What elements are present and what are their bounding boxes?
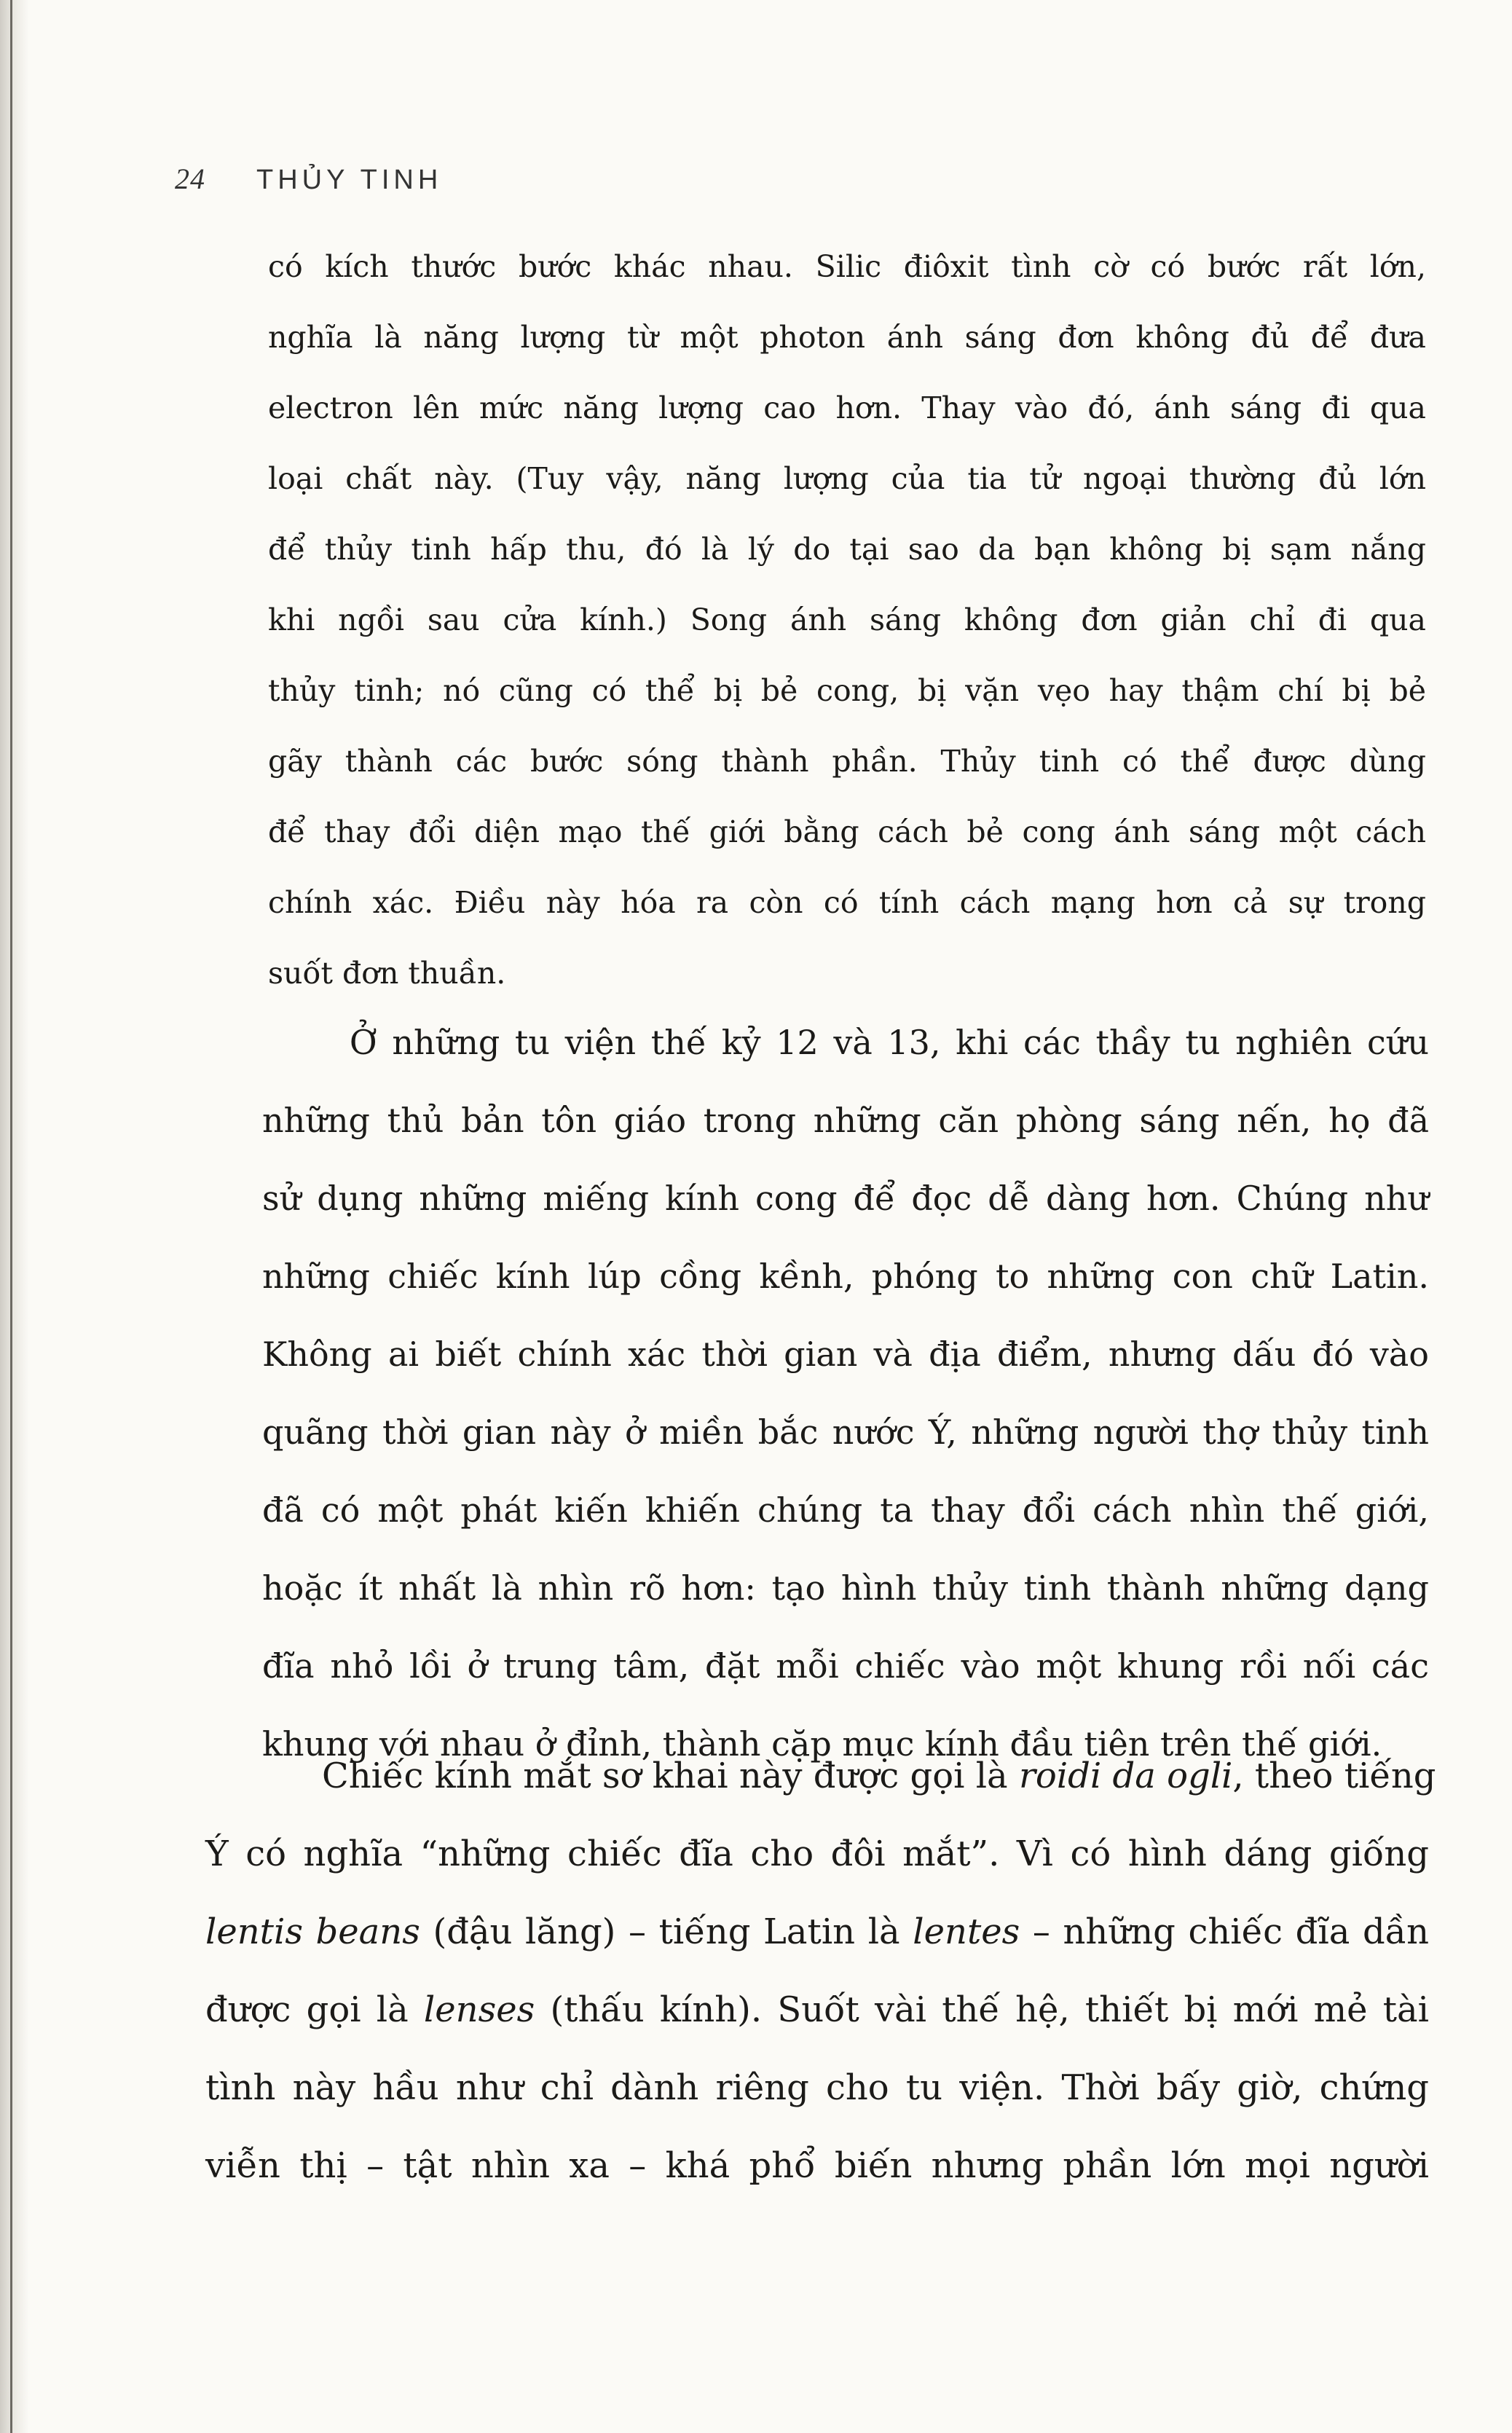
page-gutter-shadow xyxy=(0,0,29,2433)
paragraph-line: hoặc ít nhất là nhìn rõ hơn: tạo hình thủy tinh thành những dạng xyxy=(262,1568,1429,1608)
paragraph-line: những thủ bản tôn giáo trong những căn phòng sáng nến, họ đã xyxy=(262,1101,1429,1140)
paragraph-line: electron lên mức năng lượng cao hơn. Thay vào đó, ánh sáng đi qua xyxy=(268,390,1426,425)
paragraph-line: khung với nhau ở đỉnh, thành cặp mục kính đầu tiên trên thế giới. xyxy=(262,1724,1382,1764)
paragraph-line: quãng thời gian này ở miền bắc nước Ý, những người thợ thủy tinh xyxy=(262,1412,1429,1452)
paragraph-line: viễn thị – tật nhìn xa – khá phổ biến nhưng phần lớn mọi người xyxy=(205,2145,1429,2186)
paragraph-line: loại chất này. (Tuy vậy, năng lượng của tia tử ngoại thường đủ lớn xyxy=(268,461,1426,496)
paragraph-line: để thay đổi diện mạo thế giới bằng cách bẻ cong ánh sáng một cách xyxy=(268,814,1426,849)
paragraph-line: đã có một phát kiến khiến chúng ta thay đổi cách nhìn thế giới, xyxy=(262,1490,1429,1530)
italic-term: lenses xyxy=(423,1989,535,2030)
paragraph-line: được gọi là lenses (thấu kính). Suốt vài thế hệ, thiết bị mới mẻ tài xyxy=(205,1989,1430,2030)
paragraph-line: có kích thước bước khác nhau. Silic điôxit tình cờ có bước rất lớn, xyxy=(268,249,1426,284)
paragraph-line: Ở những tu viện thế kỷ 12 và 13, khi các thầy tu nghiên cứu xyxy=(350,1023,1429,1062)
paragraph-line: chính xác. Điều này hóa ra còn có tính cách mạng hơn cả sự trong xyxy=(268,885,1426,920)
paragraph-line: thủy tinh; nó cũng có thể bị bẻ cong, bị vặn vẹo hay thậm chí bị bẻ xyxy=(268,673,1426,708)
paragraph-line: gãy thành các bước sóng thành phần. Thủy tinh có thể được dùng xyxy=(268,744,1426,779)
paragraph-line: Không ai biết chính xác thời gian và địa điểm, nhưng dấu đó vào xyxy=(262,1335,1429,1374)
paragraph-line: tình này hầu như chỉ dành riêng cho tu viện. Thời bấy giờ, chứng xyxy=(205,2067,1429,2108)
paragraph-1 xyxy=(268,232,1426,1009)
paragraph-line: để thủy tinh hấp thu, đó là lý do tại sao da bạn không bị sạm nắng xyxy=(268,532,1426,567)
paragraph-line: lentis beans (đậu lăng) – tiếng Latin là lentes – những chiếc đĩa dần xyxy=(205,1911,1430,1952)
page-edge-line xyxy=(10,0,12,2433)
page-number: 24 xyxy=(175,162,205,195)
paragraph-line: nghĩa là năng lượng từ một photon ánh sáng đơn không đủ để đưa xyxy=(268,320,1426,355)
paragraph-3 xyxy=(205,1737,1436,2205)
italic-term: roidi da ogli xyxy=(1018,1756,1233,1796)
paragraph-line: những chiếc kính lúp cồng kềnh, phóng to những con chữ Latin. xyxy=(262,1257,1429,1296)
paragraph-line: đĩa nhỏ lồi ở trung tâm, đặt mỗi chiếc vào một khung rồi nối các xyxy=(262,1646,1429,1686)
running-title: THỦY TINH xyxy=(256,165,443,195)
paragraph-line: sử dụng những miếng kính cong để đọc dễ dàng hơn. Chúng như xyxy=(262,1179,1429,1218)
paragraph-line: Ý có nghĩa “những chiếc đĩa cho đôi mắt”. Vì có hình dáng giống xyxy=(205,1833,1429,1874)
paragraph-line: Chiếc kính mắt sơ khai này được gọi là roidi da ogli, theo tiếng xyxy=(322,1756,1436,1796)
italic-term: lentis beans xyxy=(205,1911,420,1952)
italic-term: lentes xyxy=(913,1911,1020,1952)
paragraph-line: suốt đơn thuần. xyxy=(268,956,506,991)
running-header xyxy=(175,162,442,196)
paragraph-2 xyxy=(262,1004,1429,1783)
paragraph-line: khi ngồi sau cửa kính.) Song ánh sáng không đơn giản chỉ đi qua xyxy=(268,602,1426,637)
